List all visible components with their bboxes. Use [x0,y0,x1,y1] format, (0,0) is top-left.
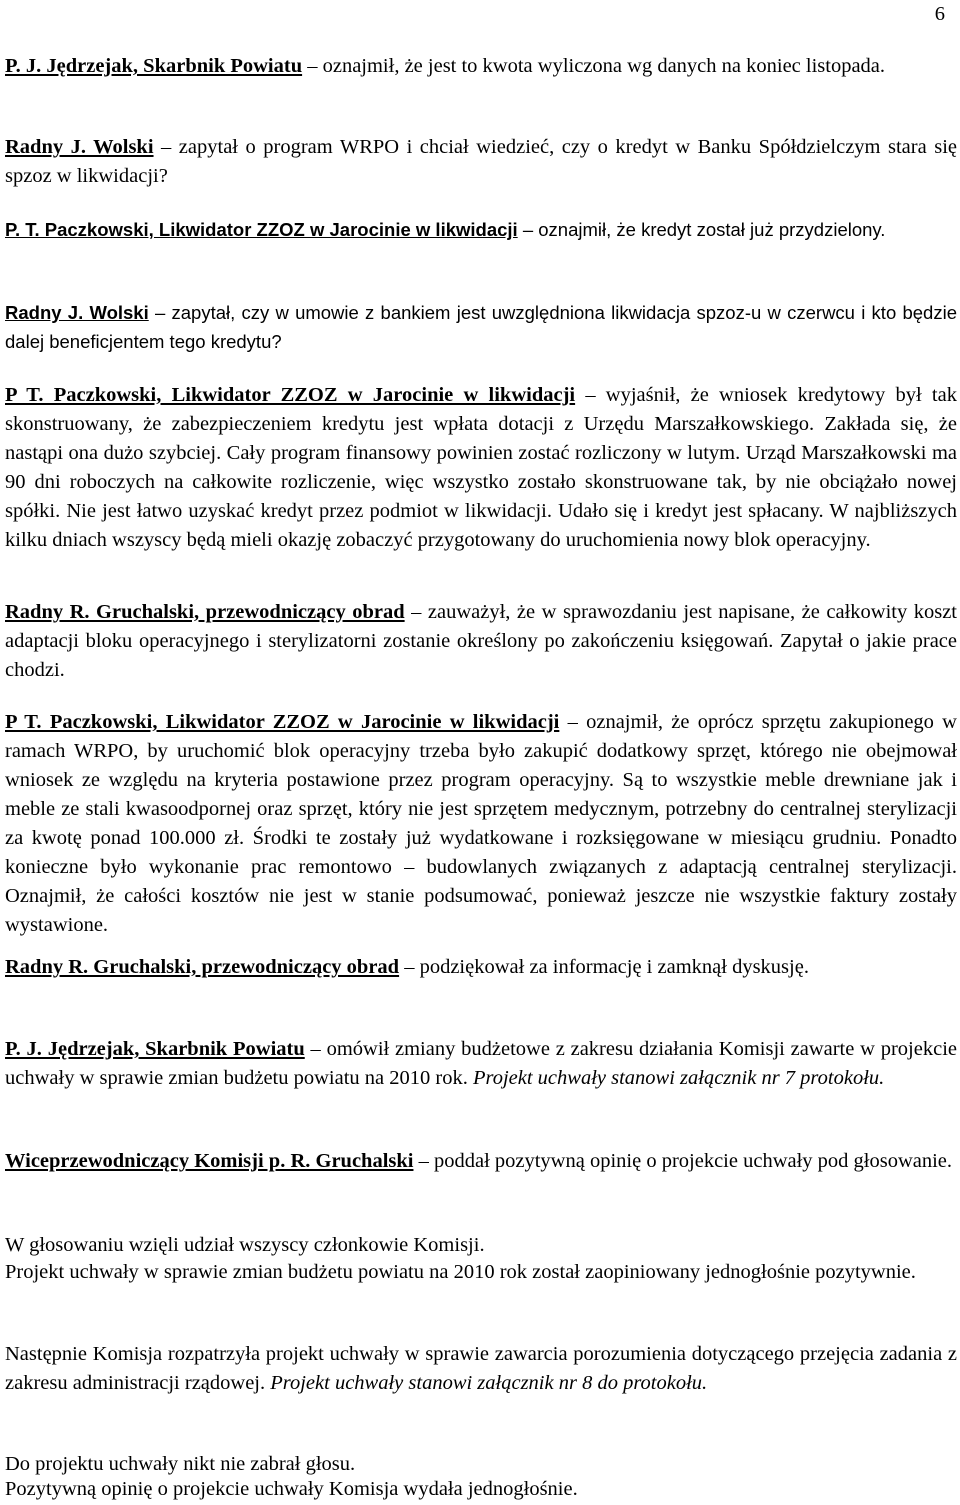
paragraph-6 [5,598,957,685]
paragraph-text: Do projektu uchwały nikt nie zabrał głosu. [5,1453,356,1475]
paragraph-text: W głosowaniu wzięli udział wszyscy członkowie Komisji. [5,1234,485,1256]
speaker-name: Radny J. Wolski [5,302,149,323]
paragraph-13 [5,1340,957,1398]
speaker-name: Radny J. Wolski [5,136,154,158]
paragraph-15 [5,1475,957,1504]
speaker-name: P T. Paczkowski, Likwidator ZZOZ w Jarocinie w likwidacji [5,384,576,406]
paragraph-text: Następnie Komisja rozpatrzyła projekt uchwały w sprawie zawarcia porozumienia dotyczącego przejęcia zadania z zakresu administracji rządowej. [5,1343,957,1394]
paragraph-8 [5,953,957,982]
paragraph-text: – oznajmił, że oprócz sprzętu zakupionego w ramach WRPO, by uruchomić blok operacyjny trzeba było zakupić dodatkowy sprzęt, którego nie obejmował wniosek ze względu na kryteria postawione przez program operacyjny. Są to wszystkie meble drewniane jak i meble ze stali kwasoodpornej oraz sprzęt, który nie jest sprzętem medycznym, potrzebny do centralnej sterylizacji za kwotę ponad 100.000 zł. Środki te zostały już wydatkowane i rozksięgowane w miesiącu grudniu. Ponadto konieczne było wykonanie prac remontowo – budowlanych związanych z adaptacją centralnej sterylizacji. Oznajmił, że całości kosztów nie jest w stanie podsumować, ponieważ jeszcze nie wszystkie faktury zostały wystawione. [5,711,957,936]
paragraph-9 [5,1035,957,1093]
paragraph-text: – zapytał o program WRPO i chciał wiedzieć, czy o kredyt w Banku Spółdzielczym stara się spzoz w likwidacji? [5,136,957,187]
speaker-name: Radny R. Gruchalski, przewodniczący obrad [5,956,400,978]
paragraph-text: – oznajmił, że jest to kwota wyliczona wg danych na koniec listopada. [302,55,886,77]
paragraph-text: – zauważył, że w sprawozdaniu jest napisane, że całkowity koszt adaptacji bloku operacyjnego i sterylizatorni zostanie określony po zakończeniu księgowań. Zapytał o jakie prace chodzi. [5,601,957,681]
paragraph-11 [5,1231,957,1260]
paragraph-5 [5,381,957,555]
document-page [5,0,957,1505]
paragraph-7 [5,708,957,940]
paragraph-text: – oznajmił, że kredyt został już przydzielony. [517,219,886,240]
speaker-name: Radny R. Gruchalski, przewodniczący obrad [5,601,405,623]
paragraph-text: Pozytywną opinię o projekcie uchwały Komisja wydała jednogłośnie. [5,1478,578,1500]
paragraph-text: – zapytał, czy w umowie z bankiem jest uwzględniona likwidacja spzoz-u w czerwcu i kto będzie dalej beneficjentem tego kredytu? [5,302,957,352]
paragraph-text: – podziękował za informację i zamknął dyskusję. [399,956,809,978]
speaker-name: P. J. Jędrzejak, Skarbnik Powiatu [5,55,303,77]
speaker-name: P. J. Jędrzejak, Skarbnik Powiatu [5,1038,305,1060]
speaker-name: P. T. Paczkowski, Likwidator ZZOZ w Jarocinie w likwidacji [5,219,518,240]
speaker-name: P T. Paczkowski, Likwidator ZZOZ w Jarocinie w likwidacji [5,711,560,733]
paragraph-text: – wyjaśnił, że wniosek kredytowy był tak skonstruowany, że zabezpieczeniem kredytu jest wpłata dotacji z Urzędu Marszałkowskiego. Zakłada się, że nastąpi ona dużo szybciej. Cały program finansowy powinien zostać rozliczony w lutym. Urząd Marszałkowski ma 90 dni roboczych na całkowite rozliczenie, więc wszystko zostało skonstruowane tak, by nie obciążało nowej spółki. Nie jest łatwo uzyskać kredyt przez podmiot w likwidacji. Udało się i kredyt jest spłacany. W najbliższych kilku dniach wszyscy będą mieli okazję zobaczyć przygotowany do uruchomienia nowy blok operacyjny. [5,384,957,551]
attachment-note: Projekt uchwały stanowi załącznik nr 8 do protokołu. [270,1372,708,1394]
speaker-name: Wiceprzewodniczący Komisji p. R. Gruchalski [5,1150,414,1172]
paragraph-text: – poddał pozytywną opinię o projekcie uchwały pod głosowanie. [413,1150,953,1172]
paragraph-4 [5,298,957,356]
paragraph-10 [5,1147,957,1176]
paragraph-1 [5,52,957,81]
paragraph-text: – omówił zmiany budżetowe z zakresu działania Komisji zawarte w projekcie uchwały w sprawie zmian budżetu powiatu na 2010 rok. [5,1038,957,1089]
paragraph-12 [5,1258,957,1287]
attachment-note: Projekt uchwały stanowi załącznik nr 7 protokołu. [472,1067,885,1089]
paragraph-text: Projekt uchwały w sprawie zmian budżetu powiatu na 2010 rok został zaopiniowany jednogłośnie pozytywnie. [5,1261,916,1283]
page-number: 6 [934,3,945,25]
paragraph-2 [5,133,957,191]
paragraph-3 [5,215,957,244]
